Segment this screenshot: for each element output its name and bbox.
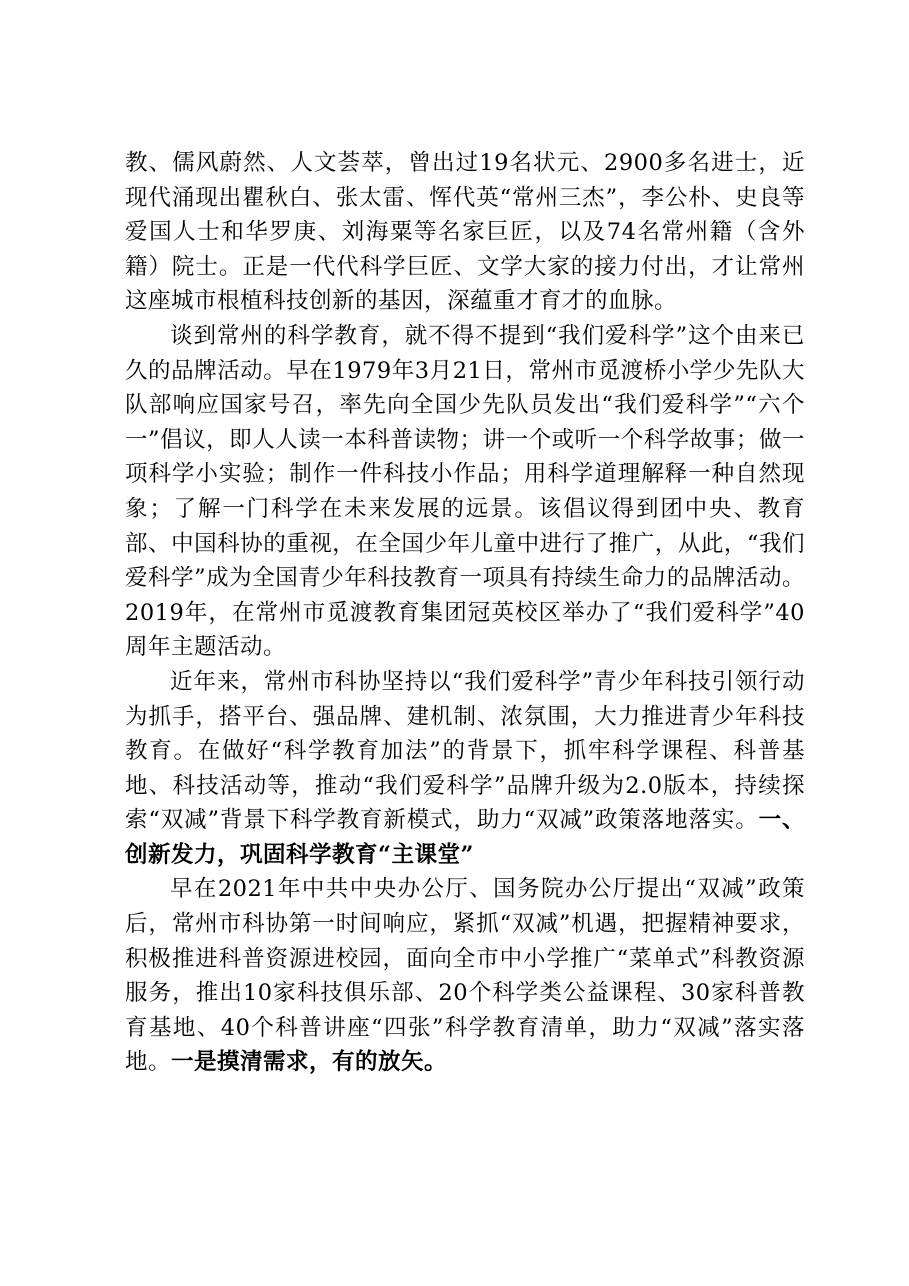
paragraph-4-text: 早在2021年中共中央办公厅、国务院办公厅提出“双减”政策后，常州市科协第一时间响应，紧抓“双减”机遇，把握精神要求，积极推进科普资源进校园，面向全市中小学推广“菜单式”科教资源服务，推出10家科技俱乐部、20个科学类公益课程、30家科普教育基地、40个科普讲座“四张”科学教育清单，助力“双减”落实落地。	[125, 876, 805, 1076]
paragraph-4	[125, 872, 805, 1080]
section-heading: 一、创新发力，巩固科学教育“主课堂”	[125, 807, 805, 868]
paragraph-2	[125, 319, 805, 665]
paragraph-1-text: 教、儒风蔚然、人文荟萃，曾出过19名状元、2900多名进士，近现代涌现出瞿秋白、张太雷、恽代英“常州三杰”，李公朴、史良等爱国人士和华罗庚、刘海粟等名家巨匠，以及74名常州籍（含外籍）院士。正是一代代科学巨匠、文学大家的接力付出，才让常州这座城市根植科技创新的基因，深蕴重才育才的血脉。	[125, 150, 805, 315]
paragraph-1	[125, 146, 805, 319]
paragraph-3	[125, 665, 805, 873]
paragraph-4-lead: 一是摸清需求，有的放矢。	[171, 1049, 448, 1076]
document-body	[125, 146, 805, 1080]
paragraph-3-text: 近年来，常州市科协坚持以“我们爱科学”青少年科技引领行动为抓手，搭平台、强品牌、建机制、浓氛围，大力推进青少年科技教育。在做好“科学教育加法”的背景下，抓牢科学课程、科普基地、科技活动等，推动“我们爱科学”品牌升级为2.0版本，持续探索“双减”背景下科学教育新模式，助力“双减”政策落地落实。	[125, 668, 805, 834]
paragraph-2-text: 谈到常州的科学教育，就不得不提到“我们爱科学”这个由来已久的品牌活动。早在1979年3月21日，常州市觅渡桥小学少先队大队部响应国家号召，率先向全国少先队员发出“我们爱科学”“六个一”倡议，即人人读一本科普读物；讲一个或听一个科学故事；做一项科学小实验；制作一件科技小作品；用科学道理解释一种自然现象；了解一门科学在未来发展的远景。该倡议得到团中央、教育部、中国科协的重视，在全国少年儿童中进行了推广，从此，“我们爱科学”成为全国青少年科技教育一项具有持续生命力的品牌活动。2019年，在常州市觅渡教育集团冠英校区举办了“我们爱科学”40周年主题活动。	[125, 322, 805, 661]
